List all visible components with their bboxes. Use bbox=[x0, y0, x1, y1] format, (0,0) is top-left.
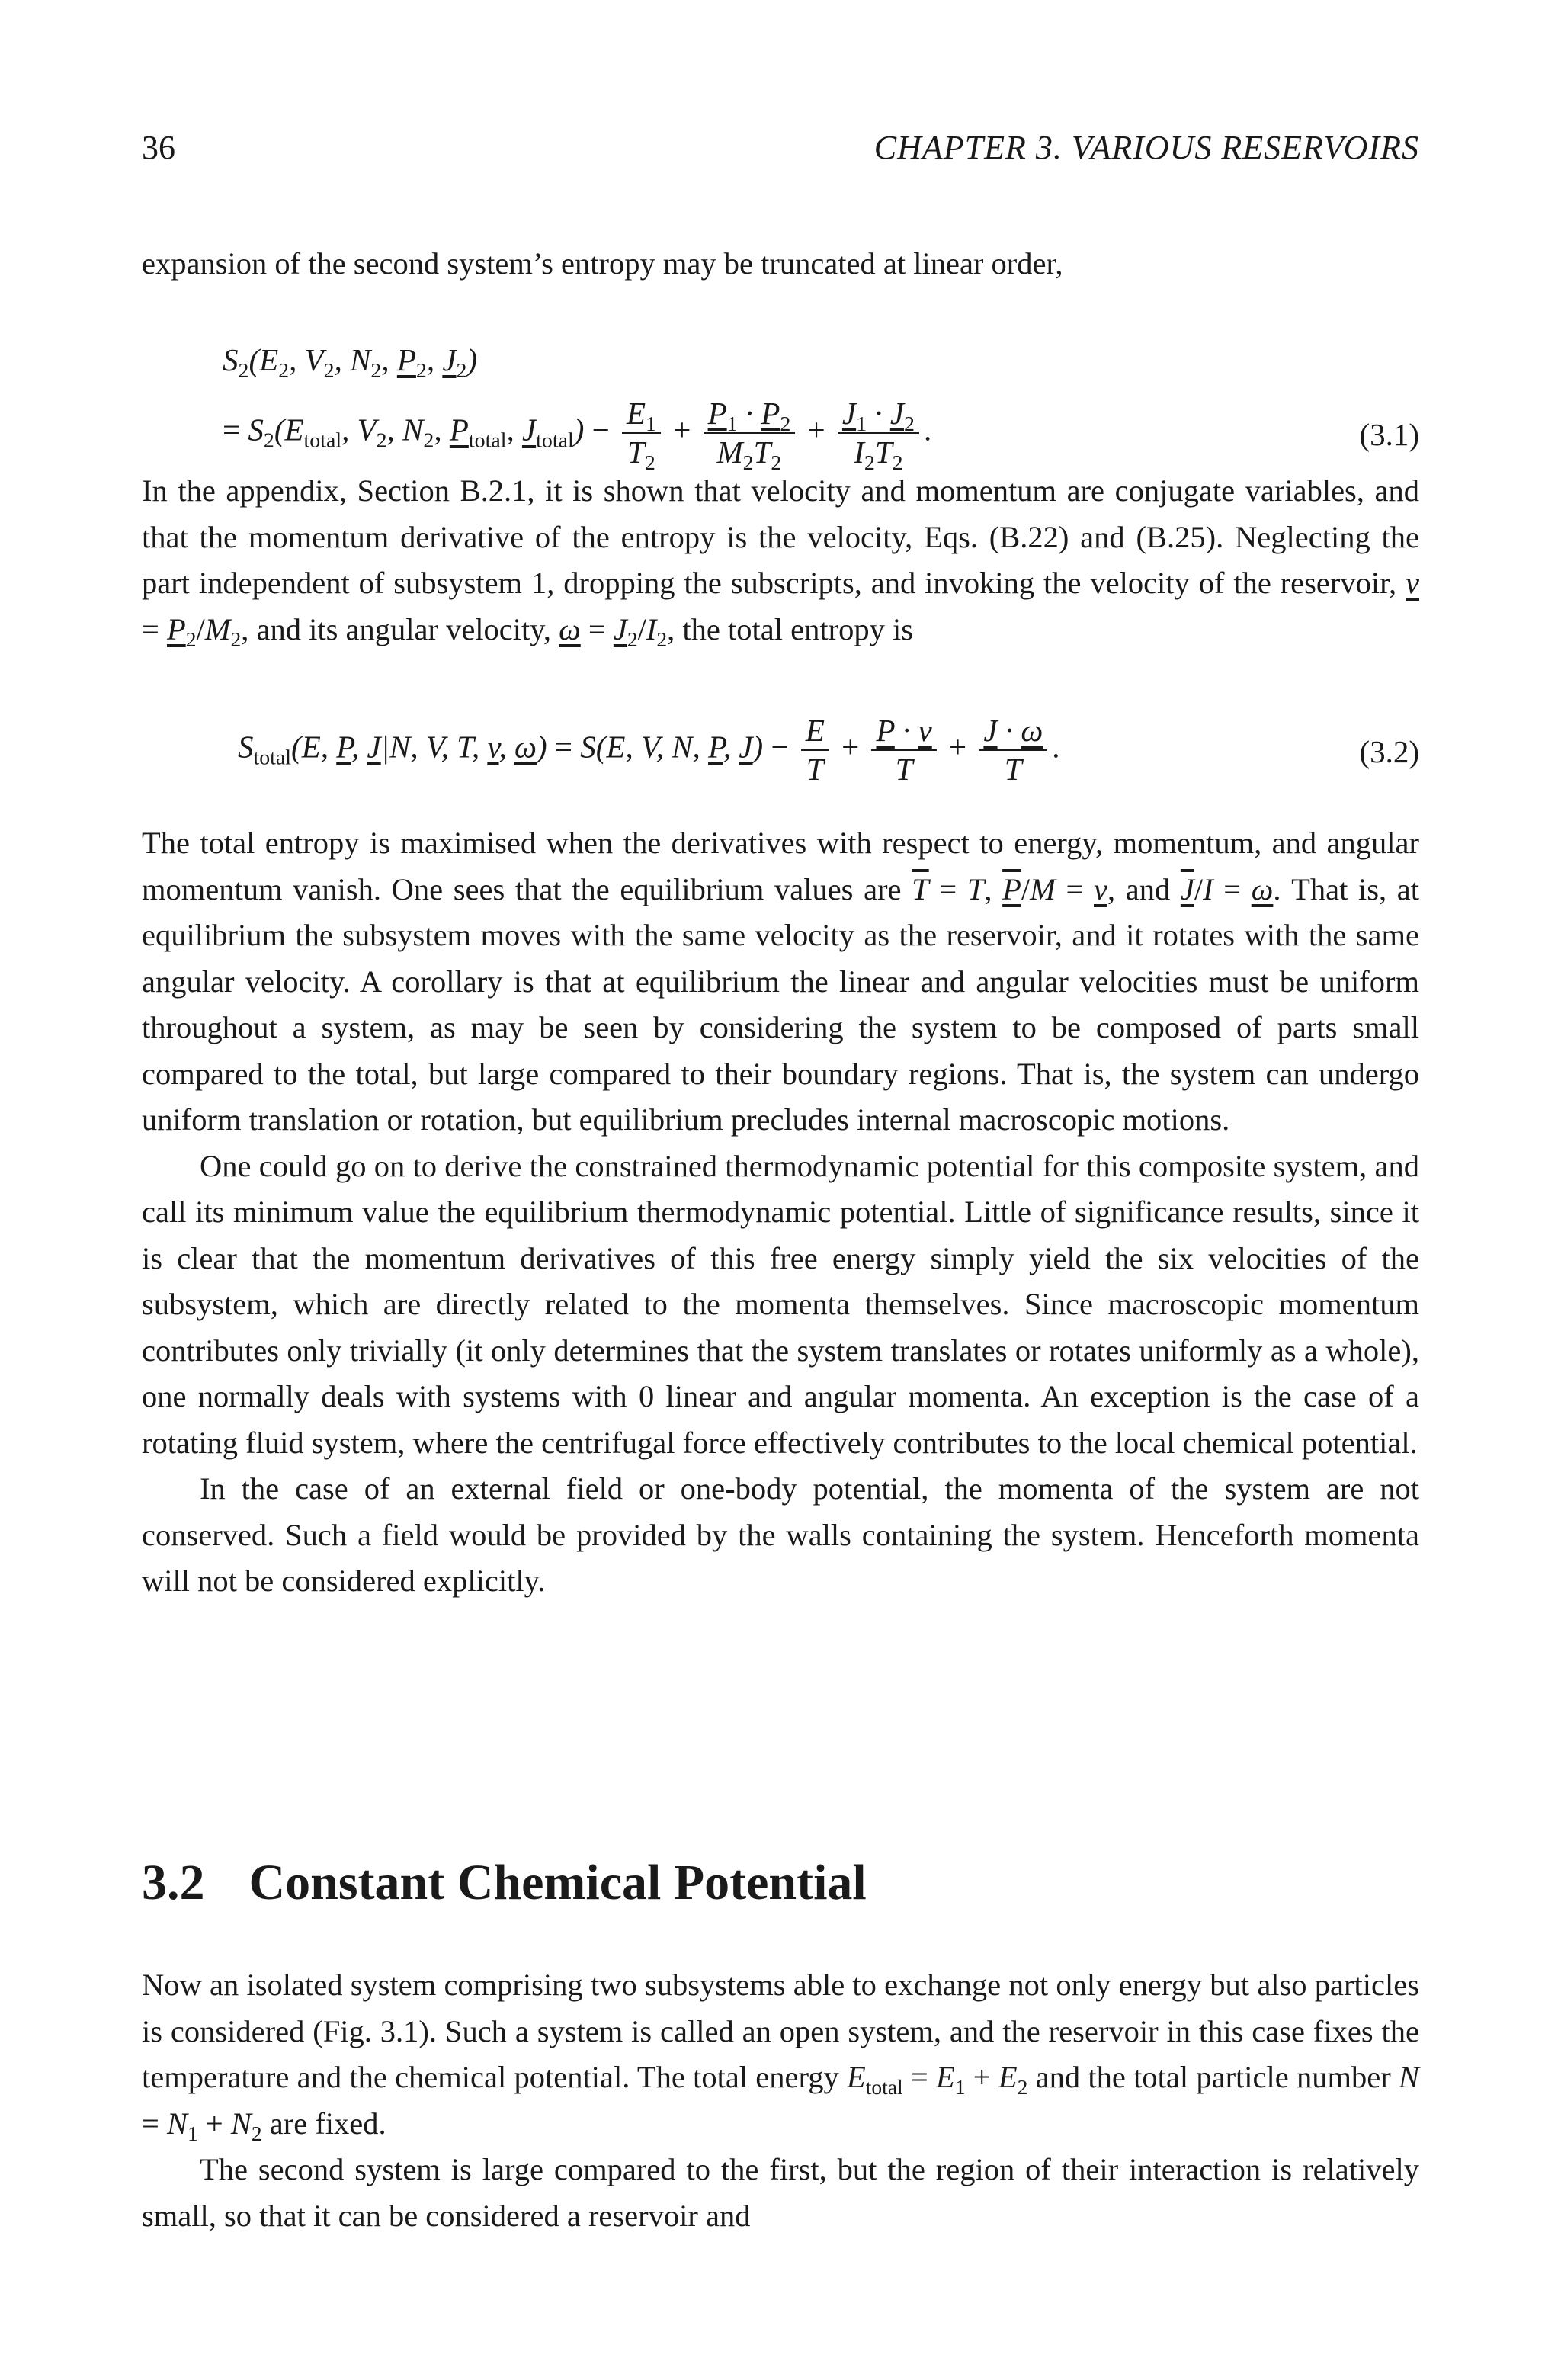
equation-3-2: $S_{total}(E$, P, J|N, V, T, v, ω) = S(E, V, N, P, J) − $\frac{E}{T}$ + $\frac{P \cdot v}{T}$ + $\frac{J \cdot \omega}{T}$ . (3.2) bbox=[238, 713, 1419, 787]
equation-3-1: = $S_2(E_{total}$, $V_2$, $N_2$, $P_{total}$, $J_{total}$) − $\frac{E_1}{T_2}$ + $\frac{P_1 \cdot P_2}{M_2T_2}$ + $\frac{J_1 \cdot J_2}{I_2T_2}$ . (3.1) bbox=[223, 396, 1419, 475]
appendix-text: In the appendix, Section B.2.1, it is shown that velocity and momentum are conjugate variables, and that the momentum derivative of the entropy is the velocity, Eqs. (B.22) and (B.25). Neglecting the part independent of subsystem 1, dropping the subscripts, and invoking the velocity of the reservoir, bbox=[142, 473, 1419, 600]
intro-text bbox=[142, 241, 1419, 287]
second-system-paragraph: The second system is large compared to the first, but the region of their interaction is relatively small, so that it can be considered a reservoir and bbox=[142, 2152, 1419, 2233]
equation-number-3-2: (3.2) bbox=[1359, 734, 1419, 769]
appendix-text-end: the total entropy is bbox=[682, 611, 913, 646]
chapter-title: CHAPTER 3. VARIOUS RESERVOIRS bbox=[873, 129, 1419, 166]
page: 36 CHAPTER 3. VARIOUS RESERVOIRS expansion of the second system’s entropy may be truncated at linear order, $S_2(E_2$, $V_2$, $N_2$, $P_2$, $J_2$) = $S_2(E_{total}$, $V_2$, $N_2$, $P_{total}$, $J_{total}$) − $\frac{E_1}{T_2}$ + $\frac{P_1 \cdot P_2}{M_2T_2}$ + $\frac{J_1 \cdot J_2}{I_2T_2}$ . (3.1) In the appendix, Section B.2.1, it is shown that velocity and momentum are conjugate variables, and that the momentum derivative of the entropy is the velocity, Eqs. (B.22) and (B.25). Neglecting the part independent of subsystem 1, dropping the subscripts, and invoking the velocity of the reservoir, $v = P_2/M_2$, and its angular velocity, $\omega = J_2/I_2$, the total entropy is $S_{total}(E$, P, J|N, V, T, v, ω) = S(E, V, N, P, J) − $\frac{E}{T}$ + $\frac{P \cdot v}{T}$ + $\frac{J \cdot \omega}{T}$ . (3.2) The total entropy is maximised when the derivatives with respect to energy, momentum, and angular momentum vanish. One sees that the equilibrium values are $\overline{T} = T$, P/M = v, and J/I = ω. That is, at equilibrium the subsystem moves with the same velocity as the reservoir, and it rotates with the same angular velocity. A corollary is that at equilibrium the linear and angular velocities must be uniform throughout a system, as may be seen by considering the system to be composed of parts small compared to the total, but large compared to their boundary regions. That is, the system can undergo uniform translation or rotation, but equilibrium precludes internal macroscopic motions. One could go on to derive the constrained thermodynamic potential for this composite system, and call its minimum value the equilibrium thermodynamic potential. Little of significance results, since it is clear that the momentum derivatives of this free energy simply yield the six velocities of the subsystem, which are directly related to the momenta themselves. Since macroscopic momentum contributes only trivially (it only determines that the system translates or rotates uniformly as a whole), one normally deals with systems with 0 linear and angular momenta. An exception is the case of a rotating fluid system, where the centrifugal force effectively contributes to the local chemical potential. In the case of an external field or one-body potential, the momenta of the system are not conserved. Such a field would be provided by the walls containing the system. Henceforth momenta will not be considered explicitly. 3.2 Constant Chemical Potential Now an isolated system comprising two subsystems able to exchange not only energy but also particles is considered (Fig. 3.1). Such a system is called an open system, and the reservoir in this case fixes the temperature and the chemical potential. The total energy $E_{total} = E_1 + E_2$ and the total particle number $N = N_1 + N_2$ are fixed. The second system is large compared to the first, but the region of their interaction is relatively small, so that it can be considered a reservoir and bbox=[142, 0, 1419, 2380]
section-title: Constant Chemical Potential bbox=[248, 1855, 867, 1910]
page-number: 36 bbox=[142, 129, 175, 166]
appendix-text-mid: and its angular velocity, bbox=[256, 611, 552, 646]
derive-paragraph: One could go on to derive the constrained thermodynamic potential for this composite system, and call its minimum value the equilibrium thermodynamic potential. Little of significance results, since it is clear that the momentum derivatives of this free energy simply yield the six velocities of the subsystem, which are directly related to the momenta themselves. Since macroscopic momentum contributes only trivially (it only determines that the system translates or rotates uniformly as a whole), one normally deals with systems with 0 linear and angular momenta. An exception is the case of a rotating fluid system, where the centrifugal force effectively contributes to the local chemical potential. bbox=[142, 1148, 1419, 1460]
section-body bbox=[142, 1962, 1419, 2239]
appendix-paragraph: In the appendix, Section B.2.1, it is shown that velocity and momentum are conjugate variables, and that the momentum derivative of the entropy is the velocity, Eqs. (B.22) and (B.25). Neglecting the part independent of subsystem 1, dropping the subscripts, and invoking the velocity of the reservoir, $v = P_2/M_2$, and its angular velocity, $\omega = J_2/I_2$, the total entropy is bbox=[142, 473, 1419, 651]
running-header bbox=[142, 128, 1419, 174]
isolated-paragraph: Now an isolated system comprising two subsystems able to exchange not only energy but also particles is considered (Fig. 3.1). Such a system is called an open system, and the reservoir in this case fixes the temperature and the chemical potential. The total energy $E_{total} = E_1 + E_2$ and the total particle number $N = N_1 + N_2$ are fixed. bbox=[142, 1968, 1419, 2145]
equation-number-3-1: (3.1) bbox=[1359, 417, 1419, 452]
intro-line: expansion of the second system’s entropy may be truncated at linear order, bbox=[142, 246, 1063, 281]
body-paragraphs bbox=[142, 820, 1419, 1605]
external-field-paragraph: In the case of an external field or one-body potential, the momenta of the system are not conserved. Such a field would be provided by the walls containing the system. Henceforth momenta will not be considered explicitly. bbox=[142, 1471, 1419, 1598]
section-number: 3.2 bbox=[142, 1855, 205, 1910]
maximised-paragraph: The total entropy is maximised when the derivatives with respect to energy, momentum, and angular momentum vanish. One sees that the equilibrium values are $\overline{T} = T$, P/M = v, and J/I = ω. That is, at equilibrium the subsystem moves with the same velocity as the reservoir, and it rotates with the same angular velocity. A corollary is that at equilibrium the linear and angular velocities must be uniform throughout a system, as may be seen by considering the system to be composed of parts small compared to the total, but large compared to their boundary regions. That is, the system can undergo uniform translation or rotation, but equilibrium precludes internal macroscopic motions. bbox=[142, 826, 1419, 1137]
section-heading bbox=[142, 1854, 867, 1912]
